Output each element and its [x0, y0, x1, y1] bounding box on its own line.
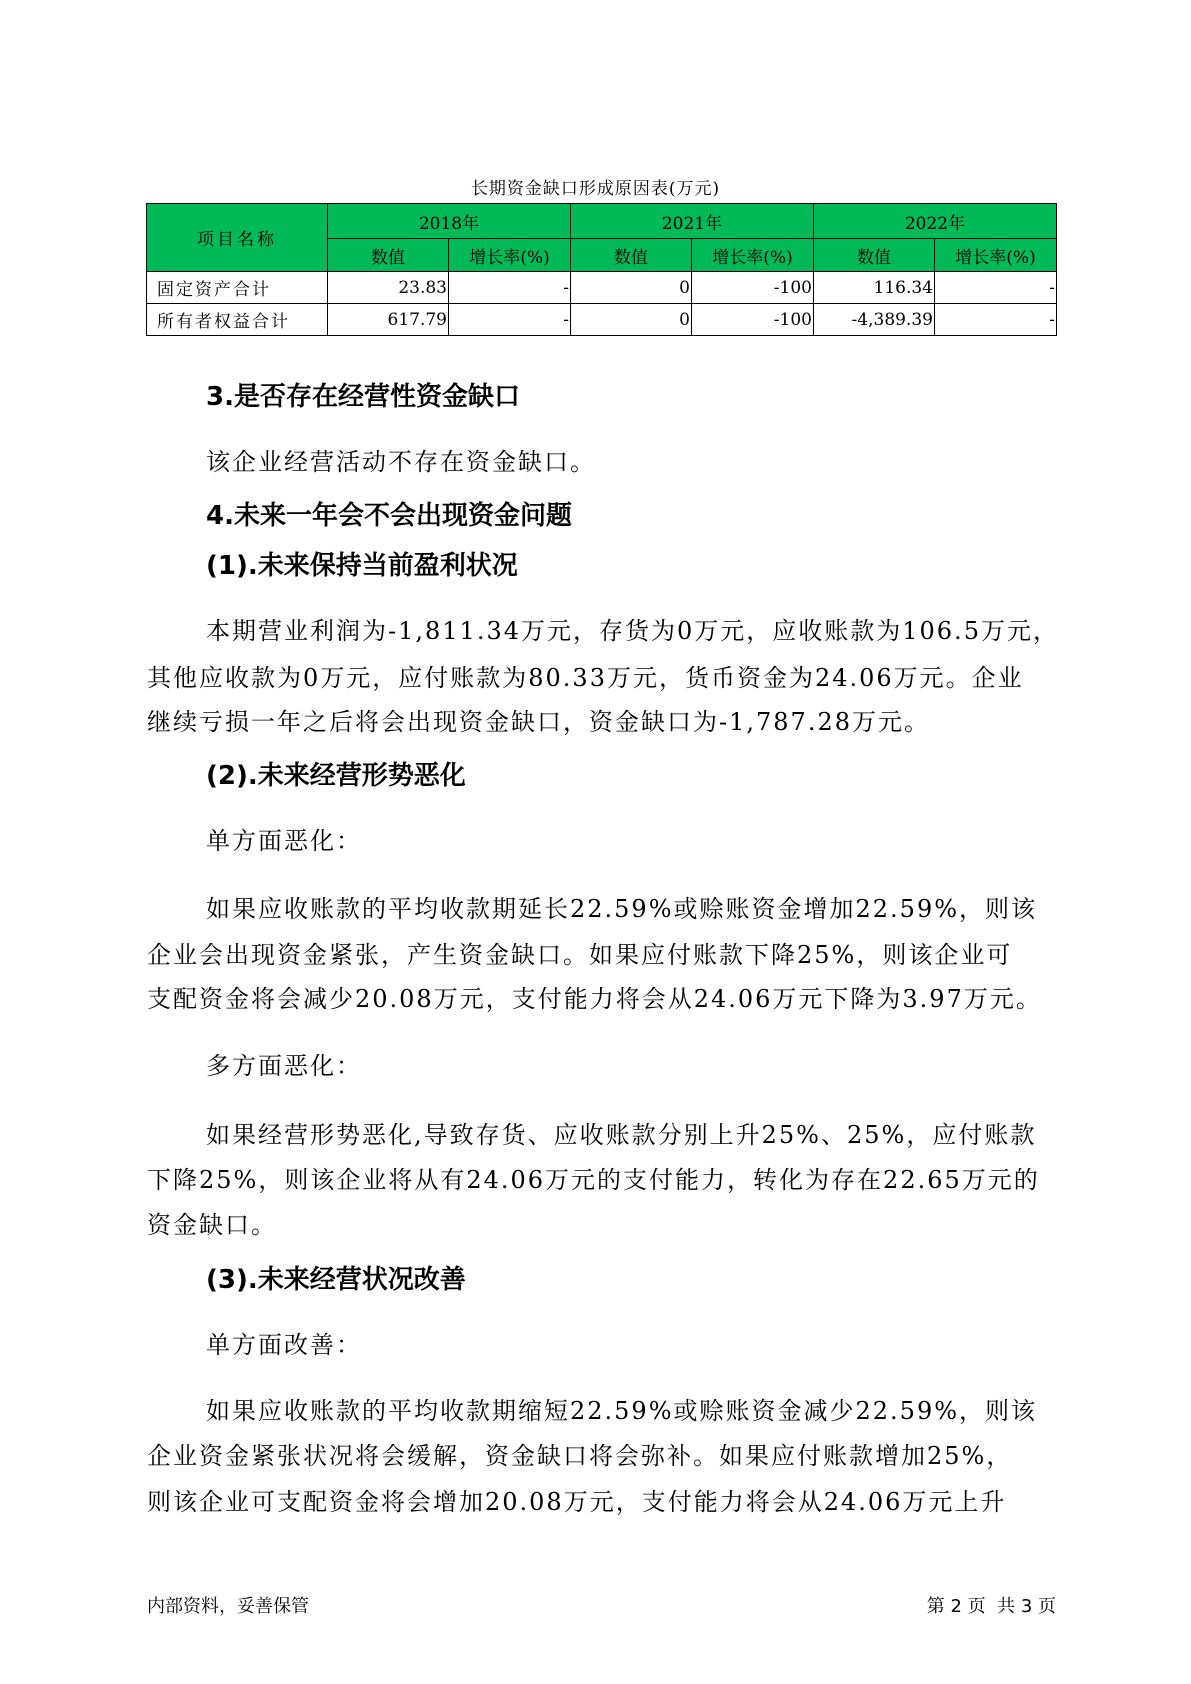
cell: - — [935, 272, 1057, 304]
header-value: 数值 — [328, 239, 449, 272]
header-value: 数值 — [814, 239, 935, 272]
header-year: 2021年 — [571, 204, 814, 239]
heading-4-2: (2).未来经营形势恶化 — [206, 761, 466, 791]
header-year: 2022年 — [814, 204, 1057, 239]
paragraph-line: 如果应收账款的平均收款期延长22.59%或赊账资金增加22.59%，则该 — [206, 895, 1038, 923]
heading-4-1: (1).未来保持当前盈利状况 — [206, 551, 518, 581]
heading-3: 3.是否存在经营性资金缺口 — [206, 382, 520, 412]
cell: 116.34 — [814, 272, 935, 304]
cell: 617.79 — [328, 304, 449, 336]
subheading: 多方面恶化： — [206, 1052, 362, 1080]
funding-gap-table — [146, 203, 1057, 336]
row-name: 所有者权益合计 — [147, 304, 328, 336]
paragraph: 该企业经营活动不存在资金缺口。 — [206, 448, 596, 476]
table-caption: 长期资金缺口形成原因表(万元) — [470, 179, 721, 199]
paragraph-line: 如果应收账款的平均收款期缩短22.59%或赊账资金减少22.59%，则该 — [206, 1397, 1038, 1425]
paragraph-line: 本期营业利润为-1,811.34万元，存货为0万元，应收账款为106.5万元， — [206, 617, 1059, 645]
cell: 23.83 — [328, 272, 449, 304]
header-year: 2018年 — [328, 204, 571, 239]
paragraph-line: 如果经营形势恶化,导致存货、应收账款分别上升25%、25%，应付账款 — [206, 1121, 1037, 1149]
cell: - — [449, 304, 571, 336]
subheading: 单方面恶化： — [206, 827, 362, 855]
header-value: 数值 — [571, 239, 692, 272]
footer-confidential: 内部资料，妥善保管 — [147, 1596, 309, 1617]
row-name: 固定资产合计 — [147, 272, 328, 304]
header-rate: 增长率(%) — [935, 239, 1057, 272]
footer-page-number: 第 2 页 共 3 页 — [926, 1596, 1056, 1617]
paragraph-line: 资金缺口。 — [147, 1211, 277, 1239]
cell: 0 — [571, 304, 692, 336]
cell: - — [449, 272, 571, 304]
heading-4: 4.未来一年会不会出现资金问题 — [206, 501, 572, 531]
paragraph-line: 企业资金紧张状况将会缓解，资金缺口将会弥补。如果应付账款增加25%， — [147, 1442, 1013, 1470]
table-row — [147, 304, 1057, 336]
table-row — [147, 272, 1057, 304]
cell: -100 — [692, 304, 814, 336]
cell: -4,389.39 — [814, 304, 935, 336]
paragraph-line: 企业会出现资金紧张，产生资金缺口。如果应付账款下降25%，则该企业可 — [147, 941, 1013, 969]
subheading: 单方面改善： — [206, 1331, 362, 1359]
paragraph-line: 支配资金将会减少20.08万元，支付能力将会从24.06万元下降为3.97万元。 — [147, 985, 1042, 1013]
heading-4-3: (3).未来经营状况改善 — [206, 1265, 466, 1295]
cell: - — [935, 304, 1057, 336]
paragraph-line: 下降25%，则该企业将从有24.06万元的支付能力，转化为存在22.65万元的 — [147, 1166, 1040, 1194]
cell: 0 — [571, 272, 692, 304]
paragraph-line: 则该企业可支配资金将会增加20.08万元，支付能力将会从24.06万元上升 — [147, 1488, 1007, 1516]
paragraph-line: 其他应收款为0万元，应付账款为80.33万元，货币资金为24.06万元。企业 — [147, 664, 1024, 692]
header-rate: 增长率(%) — [449, 239, 571, 272]
cell: -100 — [692, 272, 814, 304]
header-rate: 增长率(%) — [692, 239, 814, 272]
paragraph-line: 继续亏损一年之后将会出现资金缺口，资金缺口为-1,787.28万元。 — [147, 708, 930, 736]
header-item: 项目名称 — [147, 204, 328, 272]
